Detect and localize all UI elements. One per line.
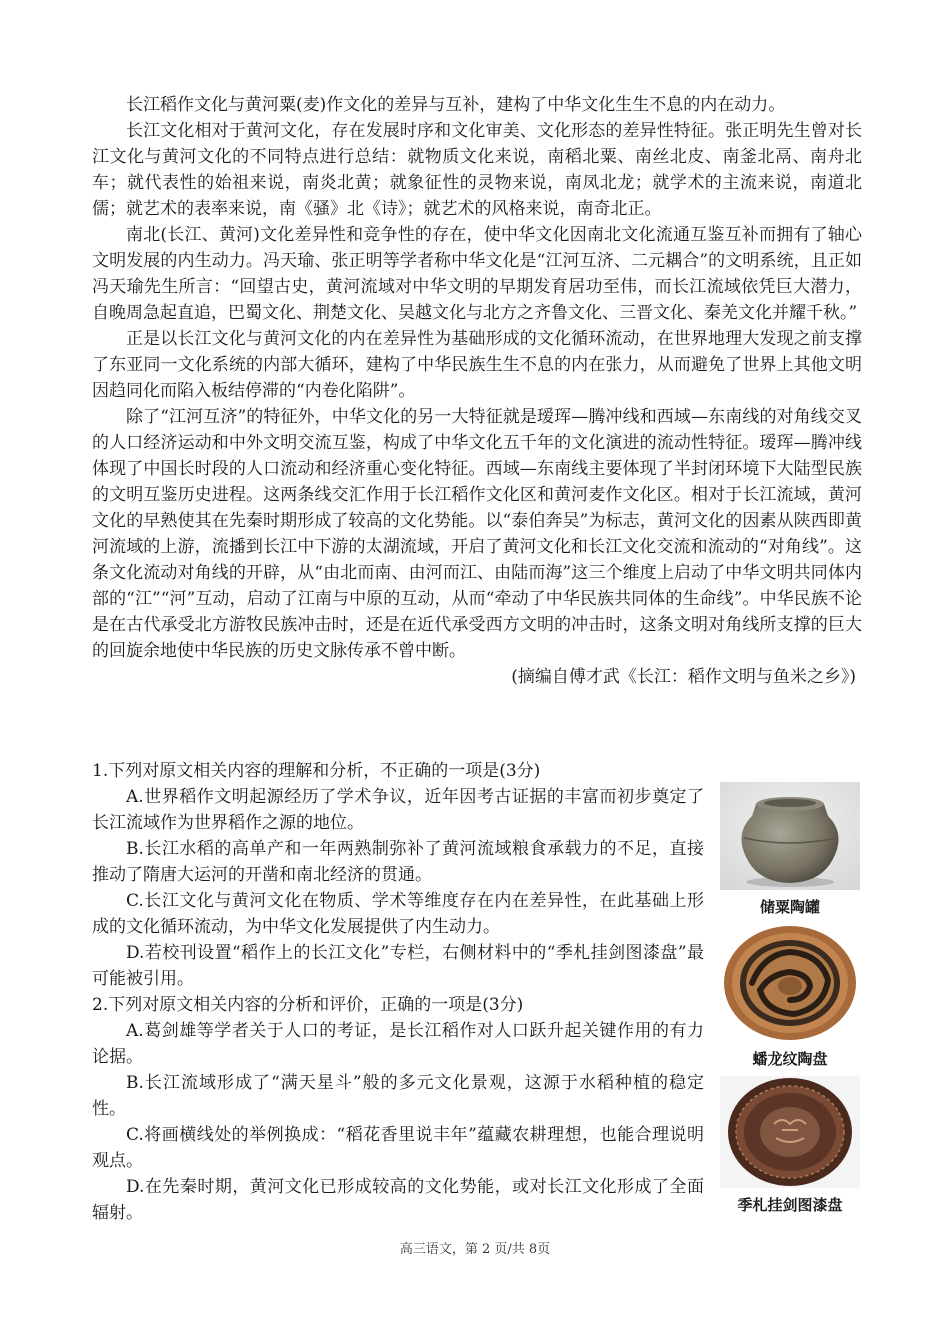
figure-caption: 季札挂剑图漆盘 (737, 1196, 843, 1214)
reading-passage (92, 92, 862, 690)
passage-paragraph: 长江文化相对于黄河文化，存在发展时序和文化审美、文化形态的差异性特征。张正明先生曾对长江文化与黄河文化的不同特点进行总结：就物质文化来说，南稻北粟、南丝北皮、南釜北鬲、南舟北车；就代表性的始祖来说，南炎北黄；就象征性的灵物来说，南凤北龙；就学术的主流来说，南道北儒；就艺术的表率来说，南《骚》北《诗》；就艺术的风格来说，南奇北正。 (92, 121, 862, 219)
passage-paragraph: 长江稻作文化与黄河粟(麦)作文化的差异与互补，建构了中华文化生生不息的内在动力。 (126, 95, 786, 115)
artifact-figures (720, 782, 860, 1222)
figure-caption: 蟠龙纹陶盘 (752, 1050, 828, 1068)
question-1 (92, 758, 704, 992)
question-2 (92, 992, 704, 1226)
option-b: B.长江流域形成了“满天星斗”般的多元文化景观，这源于水稻种植的稳定性。 (92, 1073, 704, 1119)
option-c: C.长江文化与黄河文化在物质、学术等维度存在内在差异性，在此基础上形成的文化循环流动，为中华文化发展提供了内生动力。 (92, 891, 704, 937)
option-a: A.世界稻作文明起源经历了学术争议，近年因考古证据的丰富而初步奠定了长江流域作为世界稻作之源的地位。 (92, 787, 704, 833)
passage-paragraph: 正是以长江文化与黄河文化的内在差异性为基础形成的文化循环流动，在世界地理大发现之前支撑了东亚同一文化系统的内部大循环，建构了中华民族生生不息的内在张力，从而避免了世界上其他文明因趋同化而陷入板结停滞的“内卷化陷阱”。 (92, 329, 862, 401)
pottery-jar-icon (720, 782, 860, 890)
option-d: D.在先秦时期，黄河文化已形成较高的文化势能，或对长江文化形成了全面辐射。 (92, 1177, 704, 1223)
dragon-plate-icon (720, 924, 860, 1042)
page-footer: 高三语文，第 2 页/共 8页 (399, 1242, 551, 1257)
question-stem: 2.下列对原文相关内容的分析和评价，正确的一项是(3分) (92, 995, 524, 1015)
option-c: C.将画横线处的举例换成：“稻花香里说丰年”蕴藏农耕理想，也能合理说明观点。 (92, 1125, 704, 1171)
lacquer-plate-icon (720, 1076, 860, 1188)
option-d: D.若校刊设置“稻作上的长江文化”专栏，右侧材料中的“季札挂剑图漆盘”最可能被引用。 (92, 943, 704, 989)
question-block (92, 758, 704, 1226)
figure-caption: 储粟陶罐 (759, 898, 820, 916)
option-a: A.葛剑雄等学者关于人口的考证，是长江稻作对人口跃升起关键作用的有力论据。 (92, 1021, 704, 1067)
source-citation: (摘编自傅才武《长江：稻作文明与鱼米之乡》) (511, 667, 856, 687)
option-b: B.长江水稻的高单产和一年两熟制弥补了黄河流域粮食承载力的不足，直接推动了隋唐大运河的开凿和南北经济的贯通。 (92, 839, 704, 885)
figure-pottery-jar (720, 782, 860, 918)
passage-paragraph: 除了“江河互济”的特征外，中华文化的另一大特征就是瑷珲—腾冲线和西域—东南线的对角线交叉的人口经济运动和中外文明交流互鉴，构成了中华文化五千年的文化演进的流动性特征。瑷珲—腾冲线体现了中国长时段的人口流动和经济重心变化特征。西域—东南线主要体现了半封闭环境下大陆型民族的文明互鉴历史进程。这两条线交汇作用于长江稻作文化区和黄河麦作文化区。相对于长江流域，黄河文化的早熟使其在先秦时期形成了较高的文化势能。以“泰伯奔吴”为标志，黄河文化的因素从陕西即黄河流域的上游，流播到长江中下游的太湖流域，开启了黄河文化和长江文化交流和流动的“对角线”。这条文化流动对角线的开辟，从“由北而南、由河而江、由陆而海”这三个维度上启动了中华文明共同体内部的“江”“河”互动，启动了江南与中原的互动，从而“牵动了中华民族共同体的生命线”。中华民族不论是在古代承受北方游牧民族冲击时，还是在近代承受西方文明的冲击时，这条文明对角线所支撑的巨大的回旋余地使中华民族的历史文脉传承不曾中断。 (92, 407, 862, 661)
figure-lacquer-plate (720, 1076, 860, 1216)
passage-paragraph: 南北(长江、黄河)文化差异性和竞争性的存在，使中华文化因南北文化流通互鉴互补而拥有了轴心文明发展的内生动力。冯天瑜、张正明等学者称中华文化是“江河互济、二元耦合”的文明系统，且正如冯天瑜先生所言：“回望古史，黄河流域对中华文明的早期发育居功至伟，而长江流域依凭巨大潜力，自晚周急起直追，巴蜀文化、荆楚文化、吴越文化与北方之齐鲁文化、三晋文化、秦羌文化并耀千秋。” (92, 225, 862, 323)
figure-dragon-plate (720, 924, 860, 1070)
question-stem: 1.下列对原文相关内容的理解和分析，不正确的一项是(3分) (92, 761, 541, 781)
